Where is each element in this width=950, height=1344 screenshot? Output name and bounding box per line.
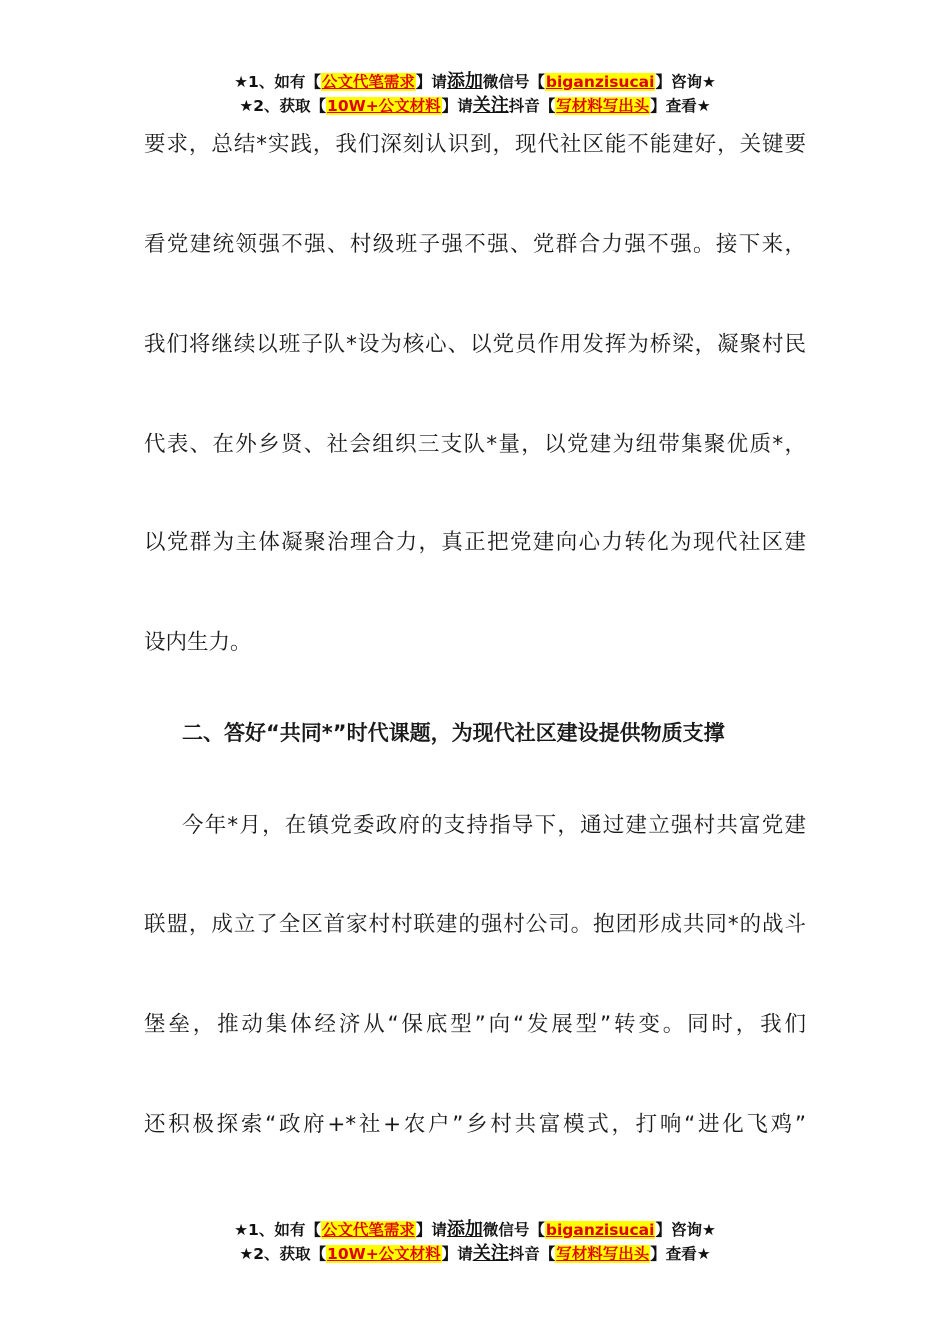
highlight-service: 公文代笔需求 bbox=[321, 1221, 415, 1239]
highlight-wechat-id: biganzisucai bbox=[545, 1221, 655, 1239]
banner-line-2: ★2、获取【10W+公文材料】请关注抖音【写材料写出头】查看★ bbox=[239, 1243, 711, 1264]
banner-line-1: ★1、如有【公文代笔需求】请添加微信号【biganzisucai】咨询★ bbox=[234, 1219, 716, 1240]
section-heading: 二、答好“共同*”时代课题，为现代社区建设提供物质支撑 bbox=[182, 721, 725, 745]
body-line: 联盟，成立了全区首家村村联建的强村公司。抱团形成共同*的战斗 bbox=[144, 912, 806, 937]
highlight-wechat-id: biganzisucai bbox=[545, 73, 655, 91]
banner-line-2: ★2、获取【10W+公文材料】请关注抖音【写材料写出头】查看★ bbox=[239, 95, 711, 116]
body-line: 代表、在外乡贤、社会组织三支队*量，以党建为纽带集聚优质*， bbox=[144, 432, 806, 457]
header-banner bbox=[0, 70, 950, 118]
body-line: 还积极探索“政府+*社+农户”乡村共富模式，打响“进化飞鸡” bbox=[144, 1112, 806, 1137]
body-line: 看党建统领强不强、村级班子强不强、党群合力强不强。接下来， bbox=[144, 232, 806, 257]
highlight-douyin: 写材料写出头 bbox=[556, 97, 650, 115]
body-line: 我们将继续以班子队*设为核心、以党员作用发挥为桥梁，凝聚村民 bbox=[144, 332, 806, 357]
banner-line-1: ★1、如有【公文代笔需求】请添加微信号【biganzisucai】咨询★ bbox=[234, 71, 716, 92]
body-line: 今年*月，在镇党委政府的支持指导下，通过建立强村共富党建 bbox=[182, 813, 806, 838]
highlight-materials: 10W+公文材料 bbox=[327, 97, 441, 115]
highlight-douyin: 写材料写出头 bbox=[556, 1245, 650, 1263]
body-line: 设内生力。 bbox=[144, 630, 252, 655]
body-line: 堡垒，推动集体经济从“保底型”向“发展型”转变。同时，我们 bbox=[144, 1012, 806, 1037]
body-line: 以党群为主体凝聚治理合力，真正把党建向心力转化为现代社区建 bbox=[144, 530, 806, 555]
highlight-service: 公文代笔需求 bbox=[321, 73, 415, 91]
highlight-materials: 10W+公文材料 bbox=[327, 1245, 441, 1263]
footer-banner bbox=[0, 1218, 950, 1266]
body-line: 要求，总结*实践，我们深刻认识到，现代社区能不能建好，关键要 bbox=[144, 132, 806, 157]
